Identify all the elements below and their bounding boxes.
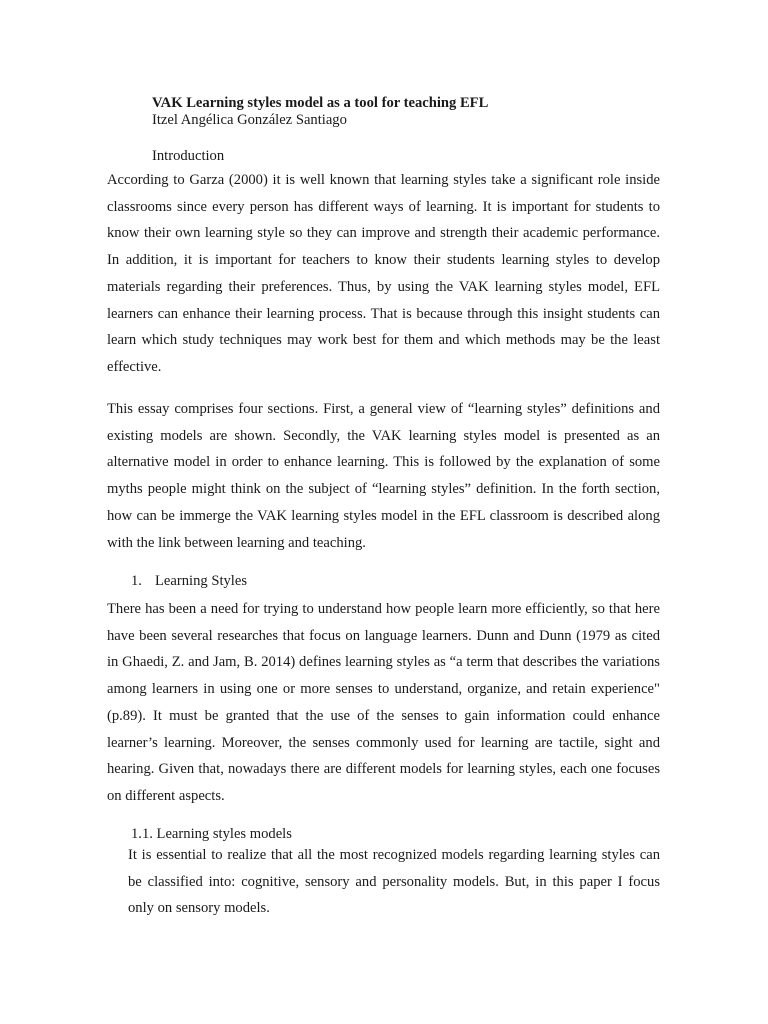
introduction-paragraph-2: This essay comprises four sections. First, a general view of “learning styles” definitions and existing models are shown. Secondly, the VAK learning styles model is presented as an alternative model in order to enhance learning. This is followed by the explanation of some myths people might think on the subject of “learning styles” definition. In the forth section, how can be immerge the VAK learning styles model in the EFL classroom is described along with the link between learning and teaching. bbox=[107, 401, 660, 551]
section-1-1-heading: 1.1. Learning styles models bbox=[131, 826, 292, 842]
section-1-heading bbox=[131, 571, 247, 591]
document-title: VAK Learning styles model as a tool for teaching EFL bbox=[152, 95, 489, 111]
introduction-paragraph-1: According to Garza (2000) it is well known that learning styles take a significant role inside classrooms since every person has different ways of learning. It is important for students to know their own learning style so they can improve and strength their academic performance. In addition, it is important for teachers to know their students learning styles to develop materials regarding their preferences. Thus, by using the VAK learning styles model, EFL learners can enhance their learning process. That is because through this insight students can learn which study techniques may work best for them and which methods may be the least effective. bbox=[107, 172, 660, 375]
introduction-heading: Introduction bbox=[152, 148, 225, 164]
section-1-paragraph: There has been a need for trying to understand how people learn more efficiently, so that here have been several researches that focus on language learners. Dunn and Dunn (1979 as cited in Ghaedi, Z. and Jam, B. 2014) defines learning styles as “a term that describes the variations among learners in using one or more senses to understand, organize, and retain experience"(p.89). It must be granted that the use of the senses to gain information could enhance learner’s learning. Moreover, the senses commonly used for learning are tactile, sight and hearing. Given that, nowadays there are different models for learning styles, each one focuses on different aspects. bbox=[107, 601, 660, 804]
section-1-title: Learning Styles bbox=[155, 573, 248, 589]
document-author: Itzel Angélica González Santiago bbox=[152, 112, 347, 128]
section-1-number: 1. bbox=[131, 573, 142, 589]
section-1-1-paragraph: It is essential to realize that all the most recognized models regarding learning styles can be classified into: cognitive, sensory and personality models. But, in this paper I focus only on sensory models. bbox=[128, 847, 660, 917]
